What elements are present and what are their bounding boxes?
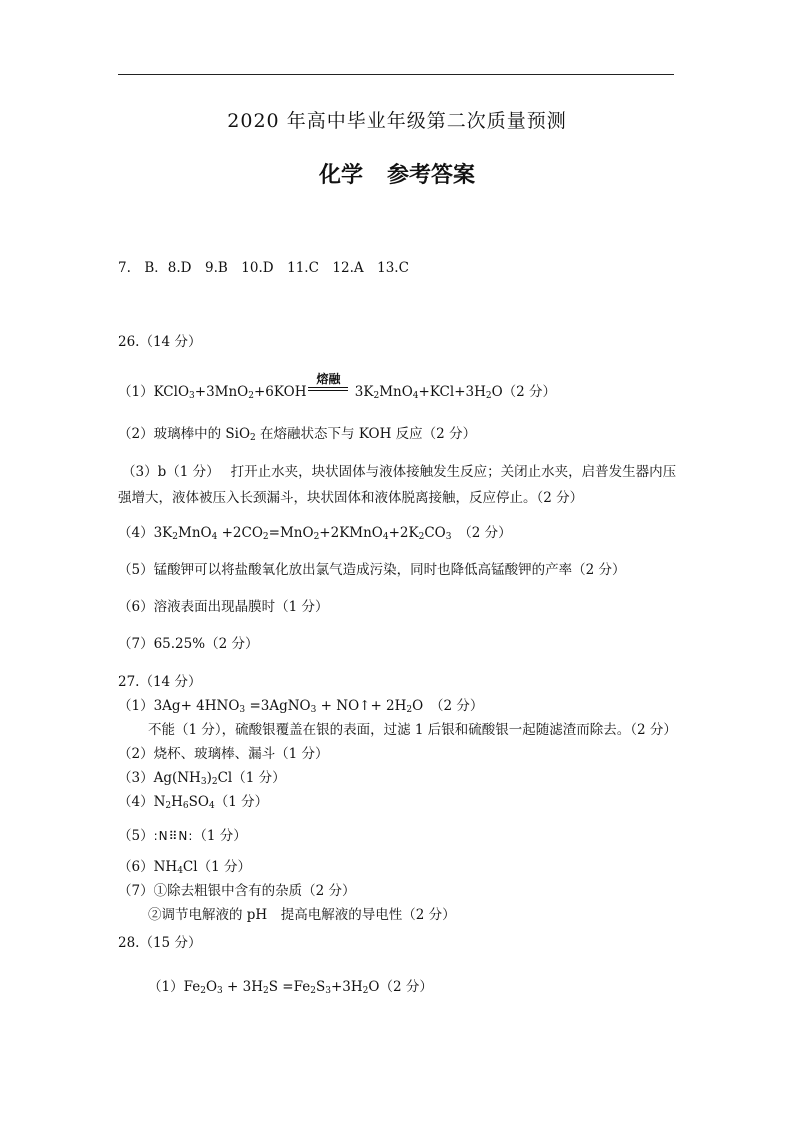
q27-answer-6: $(6)NH_4Cl(1$ 分） <box>118 859 251 876</box>
answer-key-title <box>0 158 794 189</box>
q28-heading: 28.（15 分） <box>118 935 202 951</box>
q26-answer-7: （7）65.25%（2 分） <box>118 636 259 652</box>
answer-key-label: 参考答案 <box>387 163 476 188</box>
q26-answer-5: （5）锰酸钾可以将盐酸氧化放出氯气造成污染，同时也降低高锰酸钾的产率（2 分） <box>118 562 626 578</box>
q27-answer-5: （5）:N⠿N:（1 分） <box>118 828 247 844</box>
q27-heading: 27.（14 分） <box>118 674 202 690</box>
q26-answer-1: （1）KClO$_3$+3MnO$_2$+6KOH 熔融 $3K_2MnO_4+KCl+3H_2O(2$ 分） <box>118 372 557 401</box>
q26-heading: 26.（14 分） <box>118 334 202 350</box>
q27-answer-3: $(3)Ag(NH_3)_2Cl(1$ 分） <box>118 770 286 787</box>
q28-answer-1: $(1)Fe_2O_3 + 3H_2S =Fe_2S_3+3H_2O(2$ 分） <box>148 979 433 996</box>
q27-answer-1: $(1)3Ag+ 4HNO_3$ =3AgNO$_3$ + NO↑+ $2H_2O$ （2 分） <box>118 698 484 715</box>
exam-title: 2020 年高中毕业年级第二次质量预测 <box>227 110 567 132</box>
q26-answer-2: （2）玻璃棒中的 SiO$_2$ 在熔融状态下与 KOH 反应（2 分） <box>118 426 477 443</box>
multiple-choice-answers: 7. B．8.D 9.B 10.D 11.C 12.A 13.C <box>118 260 409 276</box>
header-rule <box>118 74 674 75</box>
q27-answer-4: $(4)N_2H_6SO_4(1$ 分） <box>118 794 269 811</box>
q26-answer-4: $(4)3K_2MnO_4$ $+2CO_2=MnO_2+2KMnO_4+2K_2CO_3$ （2 分） <box>118 525 512 542</box>
q27-answer-7b: ②调节电解液的 pH 提高电解液的导电性（2 分） <box>148 907 456 923</box>
q26-answer-6: （6）溶液表面出现晶膜时（1 分） <box>118 599 329 615</box>
reaction-condition-arrow: 熔融 <box>308 382 348 394</box>
q27-answer-2: （2）烧杯、玻璃棒、漏斗（1 分） <box>118 746 329 762</box>
q27-answer-1-note: 不能（1 分），硫酸银覆盖在银的表面，过滤 1 后银和硫酸银一起随滤渣而除去。（2 分） <box>148 722 677 738</box>
q27-answer-7: （7）①除去粗银中含有的杂质（2 分） <box>118 883 356 899</box>
subject-label: 化学 <box>318 163 363 188</box>
q26-answer-3: （3）b（1 分） 打开止水夹，块状固体与液体接触发生反应；关闭止水夹，启普发生器内压强增大，液体被压入长颈漏斗，块状固体和液体脱离接触，反应停止。（2 分） <box>118 464 677 506</box>
nitrogen-electron-dot-structure: :N⠿N: <box>153 829 194 843</box>
